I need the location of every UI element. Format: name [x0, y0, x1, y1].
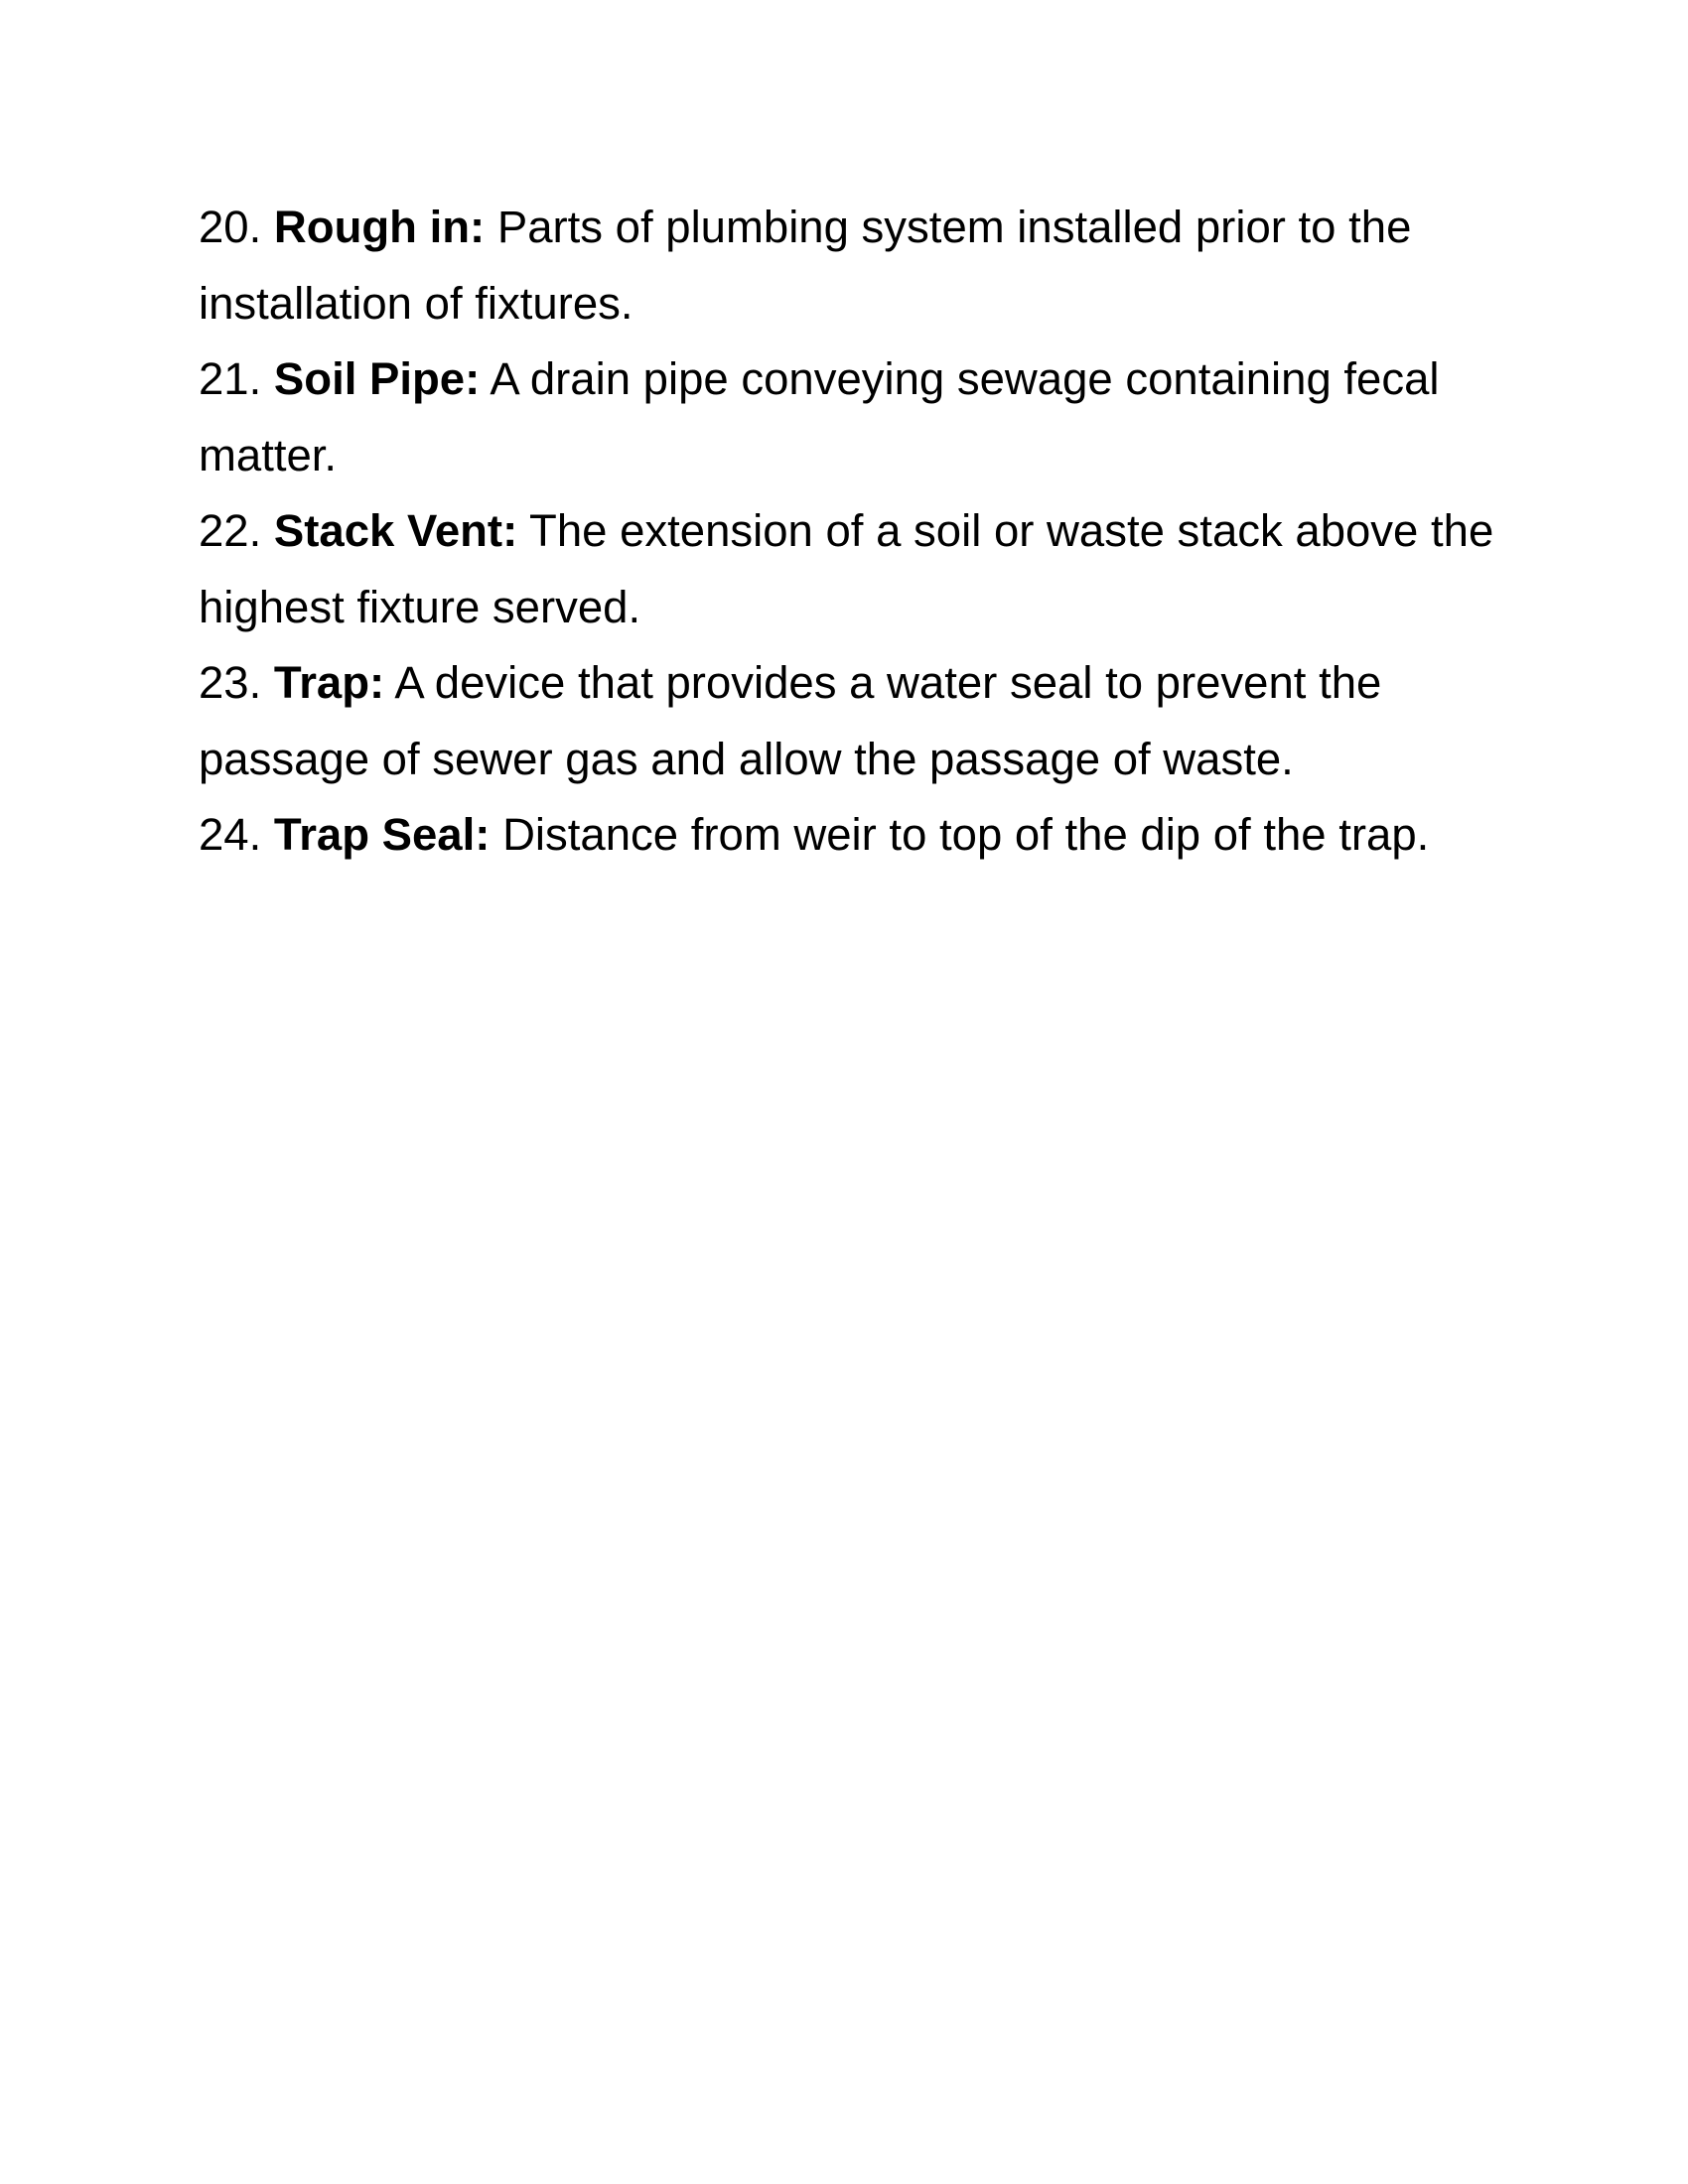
definitions-list [199, 190, 1509, 874]
entry-number: 24. [199, 809, 262, 860]
entry-term: Trap Seal: [273, 809, 491, 860]
entry-first-line [199, 797, 1509, 874]
entry-definition-continuation: matter. [199, 429, 338, 480]
entry-first-line [199, 645, 1509, 722]
entry-first-line [199, 190, 1509, 266]
entry-definition-text: The extension of a soil or waste stack above the [529, 505, 1494, 556]
entry-definition-continuation: installation of fixtures. [199, 277, 633, 329]
entry-definition-text: Parts of plumbing system installed prior to the [496, 202, 1412, 252]
entry-first-line [199, 341, 1509, 418]
definition-entry-rough-in [199, 190, 1509, 341]
entry-number: 21. [199, 353, 262, 404]
definition-entry-trap [199, 645, 1509, 797]
entry-term: Rough in: [273, 202, 486, 252]
definition-entry-stack-vent [199, 493, 1509, 645]
entry-term: Soil Pipe: [273, 353, 481, 404]
entry-number: 20. [199, 202, 262, 252]
entry-term: Trap: [273, 657, 385, 708]
definition-entry-soil-pipe [199, 341, 1509, 493]
entry-definition-text: Distance from weir to top of the dip of the trap. [502, 809, 1430, 860]
entry-first-line [199, 493, 1509, 570]
entry-definition-text: A drain pipe conveying sewage containing fecal [490, 353, 1440, 404]
entry-definition-continuation: highest fixture served. [199, 581, 641, 632]
definition-entry-trap-seal [199, 797, 1509, 874]
entry-definition-continuation: passage of sewer gas and allow the passage of waste. [199, 733, 1294, 784]
entry-number: 22. [199, 505, 262, 556]
entry-number: 23. [199, 657, 262, 708]
entry-term: Stack Vent: [273, 505, 518, 556]
entry-definition-text: A device that provides a water seal to prevent the [394, 657, 1382, 708]
